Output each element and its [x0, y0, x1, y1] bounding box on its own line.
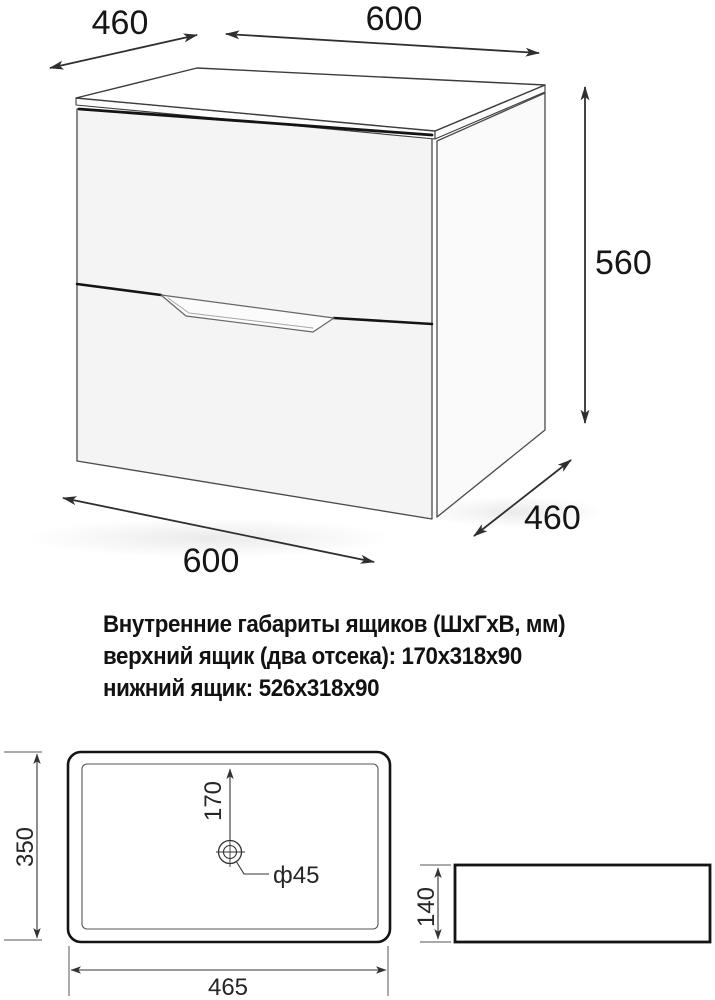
dim-height-label: 560 [595, 244, 652, 282]
dim-width-top-label: 600 [365, 0, 423, 38]
dim-sink-side-height [413, 865, 451, 942]
dim-depth-bottom-label: 460 [524, 499, 581, 537]
sink-side-outline [455, 865, 710, 942]
sink-top-view [4, 752, 390, 1000]
dim-hole-diameter-label: ф45 [273, 862, 320, 889]
cabinet-isometric-view [76, 68, 545, 519]
note-line-lower-drawer: нижний ящик: 526х318х90 [103, 675, 380, 702]
dim-hole-offset-label: 170 [200, 780, 227, 822]
dim-height [585, 87, 652, 423]
dim-sink-height-label: 350 [12, 826, 39, 868]
dim-sink-side-height-label: 140 [413, 886, 440, 928]
dim-sink-width [69, 946, 388, 1000]
soft-shadows [25, 496, 605, 558]
note-line-overall: Внутренние габариты ящиков (ШхГхВ, мм) [103, 611, 566, 638]
sink-side-view [413, 865, 710, 942]
note-line-upper-drawer: верхний ящик (два отсека): 170х318х90 [103, 643, 522, 670]
dim-depth-top-label: 460 [91, 4, 149, 42]
dim-width-bottom-label: 600 [182, 542, 240, 580]
dim-sink-height [4, 752, 42, 940]
dim-width-top [226, 0, 539, 53]
dim-depth-top [50, 4, 197, 68]
dim-sink-width-label: 465 [207, 974, 249, 1000]
cabinet-side-panel [437, 93, 545, 517]
drawer-dimensions-note [103, 609, 565, 705]
